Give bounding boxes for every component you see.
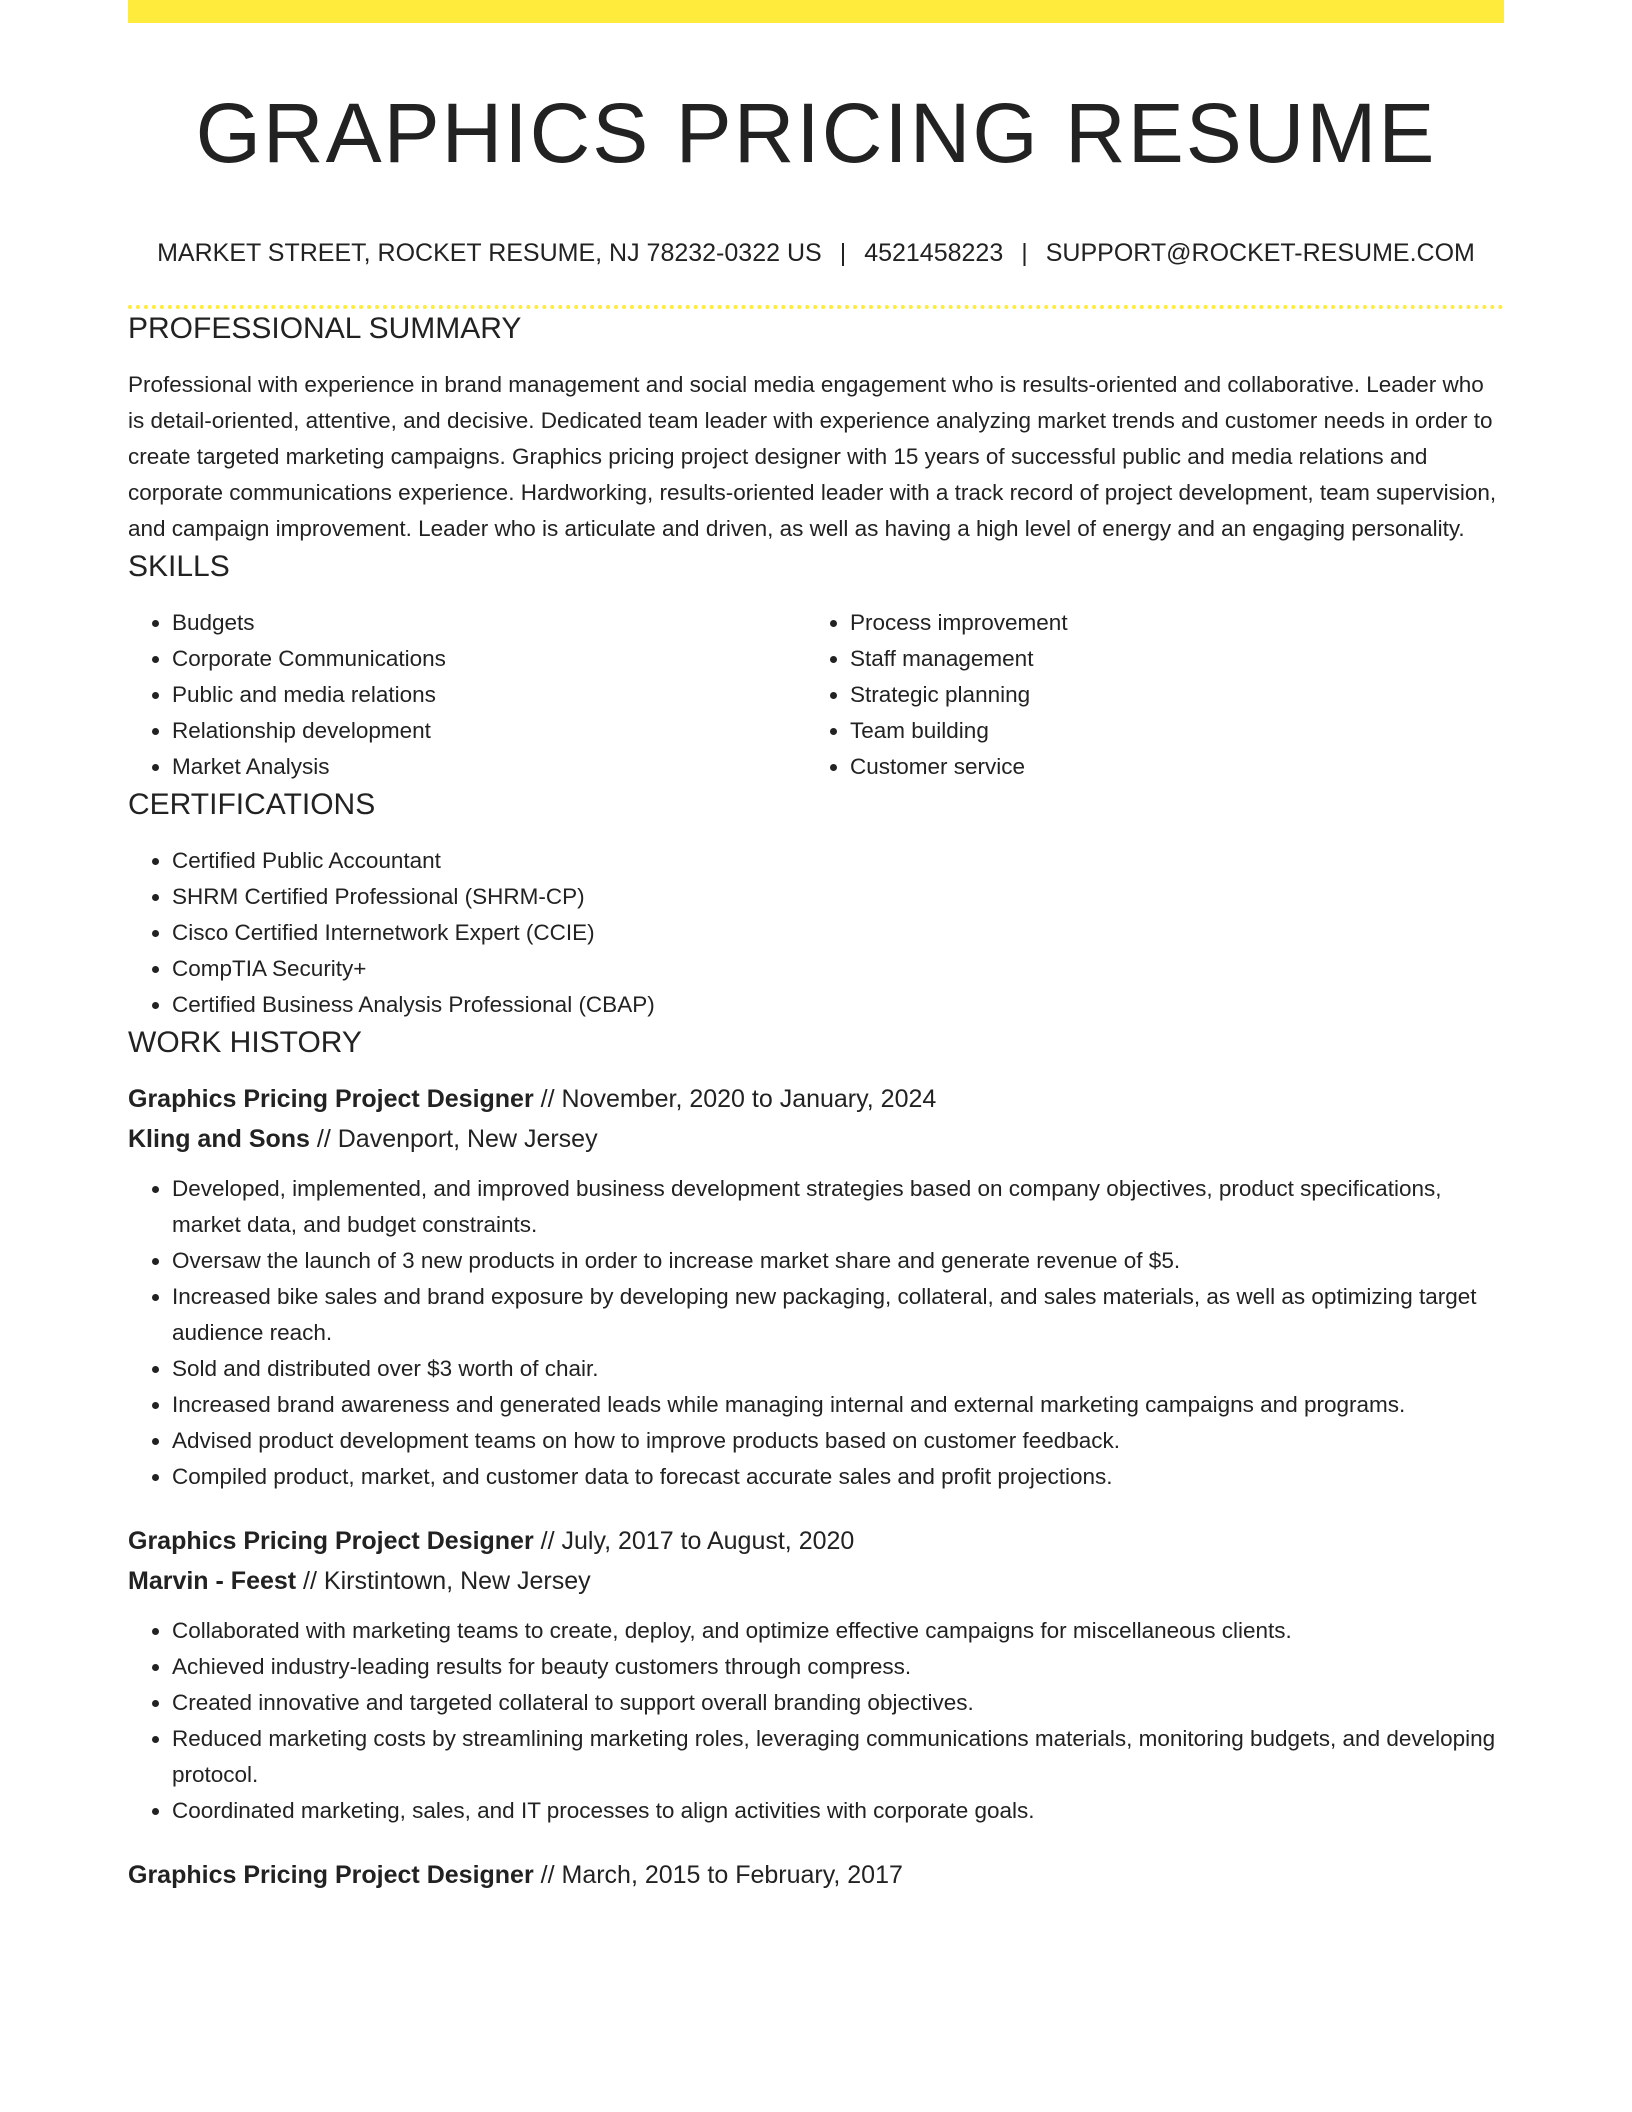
job-bullet: • Coordinated marketing, sales, and IT processes to align activities with corporate goals.: [172, 1793, 1504, 1829]
job-dates: November, 2020 to January, 2024: [561, 1085, 937, 1113]
accent-top-bar: [128, 0, 1504, 23]
skill-item: • Customer service: [850, 749, 1484, 785]
job-bullet: • Created innovative and targeted collateral to support overall branding objectives.: [172, 1685, 1504, 1721]
job-bullet: • Increased bike sales and brand exposure by developing new packaging, collateral, and sales materials, as well as optimizing target audience reach.: [172, 1279, 1504, 1351]
job-bullets: [128, 1613, 1504, 1829]
contact-address: MARKET STREET, ROCKET RESUME, NJ 78232-0322 US: [157, 239, 822, 267]
job-dates: March, 2015 to February, 2017: [561, 1861, 903, 1889]
job-role: Graphics Pricing Project Designer: [128, 1861, 534, 1889]
certification-item: • Cisco Certified Internetwork Expert (CCIE): [172, 915, 1504, 951]
job-bullet: • Developed, implemented, and improved business development strategies based on company objectives, product specifications, market data, and budget constraints.: [172, 1171, 1504, 1243]
job-role-line: [128, 1855, 1504, 1895]
certification-item: • Certified Business Analysis Professional (CBAP): [172, 987, 1504, 1023]
work-history-heading: WORK HISTORY: [128, 1026, 362, 1059]
job-bullets: [128, 1171, 1504, 1495]
contact-phone: 4521458223: [864, 239, 1004, 267]
job-bullet: • Achieved industry-leading results for beauty customers through compress.: [172, 1649, 1504, 1685]
contact-separator: |: [1021, 239, 1028, 267]
job-sep: //: [296, 1567, 324, 1595]
skills-grid: [128, 605, 1504, 785]
skill-item: • Team building: [850, 713, 1484, 749]
job-sep: //: [309, 1125, 338, 1153]
contact-email: SUPPORT@ROCKET-RESUME.COM: [1045, 239, 1475, 267]
summary-text: Professional with experience in brand management and social media engagement who is results-oriented and collaborative. Leader who is detail-oriented, attentive, and decisive. Dedicated team leader with experience analyzing market trends and customer needs in order to create targeted marketing campaigns. Graphics pricing project designer with 15 years of successful public and media relations and corporate communications experience. Hardworking, results-oriented leader with a track record of project development, team supervision, and campaign improvement. Leader who is articulate and driven, as well as having a high level of energy and an engaging personality.: [128, 372, 1497, 541]
job-bullet: • Sold and distributed over $3 worth of chair.: [172, 1351, 1504, 1387]
job-company-line: [128, 1561, 1504, 1601]
certifications-heading: CERTIFICATIONS: [128, 788, 376, 821]
skill-item: • Corporate Communications: [172, 641, 806, 677]
skill-item: • Public and media relations: [172, 677, 806, 713]
job-role: Graphics Pricing Project Designer: [128, 1085, 534, 1113]
job-bullet: • Collaborated with marketing teams to create, deploy, and optimize effective campaigns for miscellaneous clients.: [172, 1613, 1504, 1649]
job-entry: [128, 1521, 1504, 1829]
resume-page: [128, 0, 1504, 2112]
skill-item: • Budgets: [172, 605, 806, 641]
skill-item: • Relationship development: [172, 713, 806, 749]
job-company-line: [128, 1119, 1504, 1159]
skills-list-left: [128, 605, 806, 785]
resume-title: GRAPHICS PRICING RESUME: [195, 86, 1437, 180]
skill-item: • Process improvement: [850, 605, 1484, 641]
job-sep: //: [533, 1085, 562, 1113]
job-entry: [128, 1079, 1504, 1495]
certification-item: • SHRM Certified Professional (SHRM-CP): [172, 879, 1504, 915]
certification-item: • CompTIA Security+: [172, 951, 1504, 987]
certifications-list: [128, 843, 1504, 1023]
job-bullet: • Oversaw the launch of 3 new products in order to increase market share and generate revenue of $5.: [172, 1243, 1504, 1279]
job-company: Kling and Sons: [128, 1125, 310, 1153]
job-role: Graphics Pricing Project Designer: [128, 1527, 534, 1555]
job-sep: //: [533, 1527, 562, 1555]
summary-heading: PROFESSIONAL SUMMARY: [128, 312, 522, 345]
job-bullet: • Compiled product, market, and customer data to forecast accurate sales and profit projections.: [172, 1459, 1504, 1495]
job-role-line: [128, 1079, 1504, 1119]
job-role-line: [128, 1521, 1504, 1561]
skill-item: • Strategic planning: [850, 677, 1484, 713]
skills-heading: SKILLS: [128, 550, 230, 583]
job-sep: //: [533, 1861, 562, 1889]
job-location: Kirstintown, New Jersey: [323, 1567, 591, 1595]
job-entry: [128, 1855, 1504, 1895]
skills-list-right: [806, 605, 1484, 785]
certification-item: • Certified Public Accountant: [172, 843, 1504, 879]
job-dates: July, 2017 to August, 2020: [561, 1527, 855, 1555]
skill-item: • Staff management: [850, 641, 1484, 677]
contact-line: [128, 237, 1504, 269]
contact-separator: |: [839, 239, 847, 267]
job-bullet: • Reduced marketing costs by streamlining marketing roles, leveraging communications materials, monitoring budgets, and developing protocol.: [172, 1721, 1504, 1793]
job-bullet: • Advised product development teams on how to improve products based on customer feedback.: [172, 1423, 1504, 1459]
job-bullet: • Increased brand awareness and generated leads while managing internal and external marketing campaigns and programs.: [172, 1387, 1504, 1423]
job-company: Marvin - Feest: [128, 1567, 297, 1595]
skill-item: • Market Analysis: [172, 749, 806, 785]
job-location: Davenport, New Jersey: [337, 1125, 598, 1153]
